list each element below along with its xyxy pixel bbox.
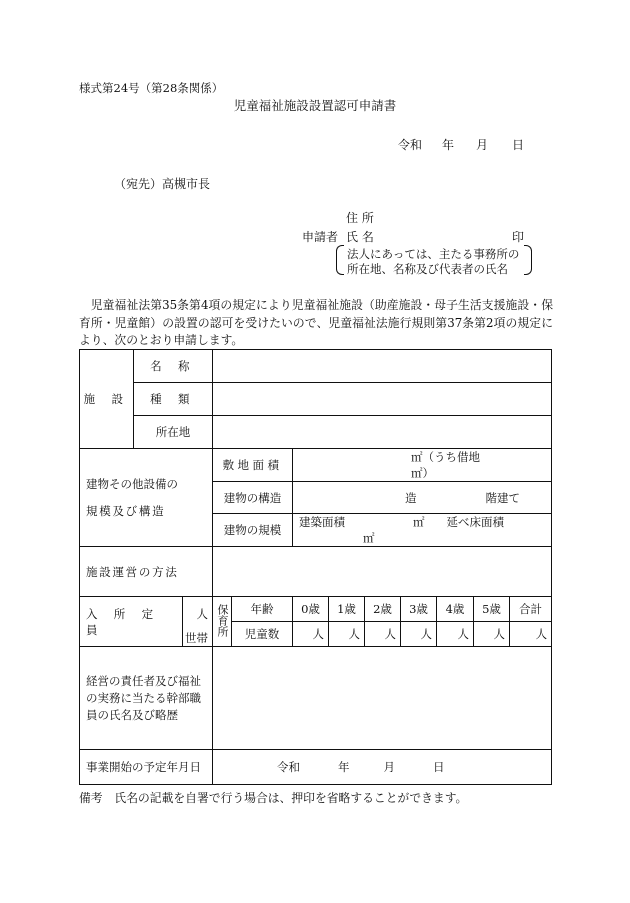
facility-type-label: 種 類 — [134, 383, 213, 416]
corporation-note-line1: 法人にあっては、主たる事務所の — [347, 247, 520, 261]
structure-field[interactable]: 造 階建て — [293, 482, 552, 514]
age-header-label: 年齢 — [232, 597, 293, 622]
start-date-label: 事業開始の予定年月日 — [80, 750, 213, 785]
floor-area-unit: ㎡ — [413, 515, 425, 529]
site-area-label: 敷地面積 — [213, 449, 293, 482]
bracket-left — [336, 245, 344, 275]
facility-group-label: 施 設 — [80, 350, 134, 449]
age-5-count[interactable]: 人 — [474, 622, 510, 647]
facility-name-field[interactable] — [213, 350, 552, 383]
bracket-right — [524, 245, 532, 275]
age-4-header: 4歳 — [437, 597, 474, 622]
addressee: （宛先）高槻市長 — [114, 177, 211, 191]
nursery-vertical-label: 保育所 — [213, 597, 232, 647]
floor-area-label: 建築面積 — [299, 515, 345, 529]
date-era: 令和 — [398, 138, 423, 152]
staff-field[interactable] — [213, 647, 552, 750]
form-number: 様式第24号（第28条関係） — [79, 81, 224, 95]
start-date-field[interactable] — [213, 750, 552, 785]
scale-field[interactable] — [293, 514, 552, 547]
form-title: 児童福祉施設設置認可申請書 — [233, 98, 397, 113]
age-4-count[interactable]: 人 — [437, 622, 474, 647]
corporation-note — [336, 245, 532, 275]
age-3-count[interactable]: 人 — [401, 622, 437, 647]
age-1-count[interactable]: 人 — [329, 622, 365, 647]
age-2-header: 2歳 — [365, 597, 401, 622]
age-5-header: 5歳 — [474, 597, 510, 622]
applicant-name-label: 氏 名 — [346, 230, 374, 244]
capacity-label: 入 所 定 員 — [80, 597, 183, 647]
age-1-header: 1歳 — [329, 597, 365, 622]
age-2-count[interactable]: 人 — [365, 622, 401, 647]
facility-name-label: 名 称 — [134, 350, 213, 383]
age-0-header: 0歳 — [293, 597, 329, 622]
seal-mark: 印 — [512, 230, 525, 244]
date-month: 月 — [476, 138, 489, 152]
start-day: 日 — [433, 760, 445, 774]
staff-label: 経営の責任者及び福祉の実務に当たる幹部職員の氏名及び略歴 — [80, 647, 213, 750]
scale-label: 建物の規模 — [213, 514, 293, 547]
total-header: 合計 — [510, 597, 552, 622]
site-area-field[interactable]: ㎡（うち借地 ㎡） — [293, 449, 552, 482]
capacity-households-unit: 世帯 — [183, 622, 213, 647]
remark-note: 備考 氏名の記載を自署で行う場合は、押印を省略することができます。 — [79, 791, 468, 805]
building-group-label: 建物その他設備の 規模及び構造 — [80, 449, 213, 547]
applicant-address-label: 住 所 — [346, 211, 374, 225]
facility-location-field[interactable] — [213, 416, 552, 449]
start-month: 月 — [383, 760, 395, 774]
capacity-persons-unit: 人 — [183, 597, 213, 622]
corporation-note-text — [347, 247, 519, 277]
corporation-note-line2: 所在地、名称及び代表者の氏名 — [347, 262, 508, 276]
child-count-label: 児童数 — [232, 622, 293, 647]
start-year: 年 — [338, 760, 350, 774]
operation-method-label: 施設運営の方法 — [80, 547, 213, 597]
application-form-table — [79, 349, 552, 785]
start-era: 令和 — [277, 760, 300, 774]
date-day: 日 — [512, 138, 525, 152]
structure-label: 建物の構造 — [213, 482, 293, 514]
age-3-header: 3歳 — [401, 597, 437, 622]
total-floor-label: 延べ床面積 — [446, 515, 504, 529]
total-count[interactable]: 人 — [510, 622, 552, 647]
total-floor-unit: ㎡ — [363, 531, 375, 545]
age-0-count[interactable]: 人 — [293, 622, 329, 647]
facility-location-label: 所在地 — [134, 416, 213, 449]
date-year: 年 — [442, 138, 455, 152]
applicant-role-label: 申請者 — [302, 230, 339, 244]
facility-type-field[interactable] — [213, 383, 552, 416]
operation-method-field[interactable] — [213, 547, 552, 597]
application-date — [398, 139, 524, 151]
application-statement: 児童福祉法第35条第4項の規定により児童福祉施設（助産施設・母子生活支援施設・保育所・児童館）の設置の認可を受けたいので、児童福祉法施行規則第37条第2項の規定により、次のとおり申請します。 — [79, 298, 553, 347]
